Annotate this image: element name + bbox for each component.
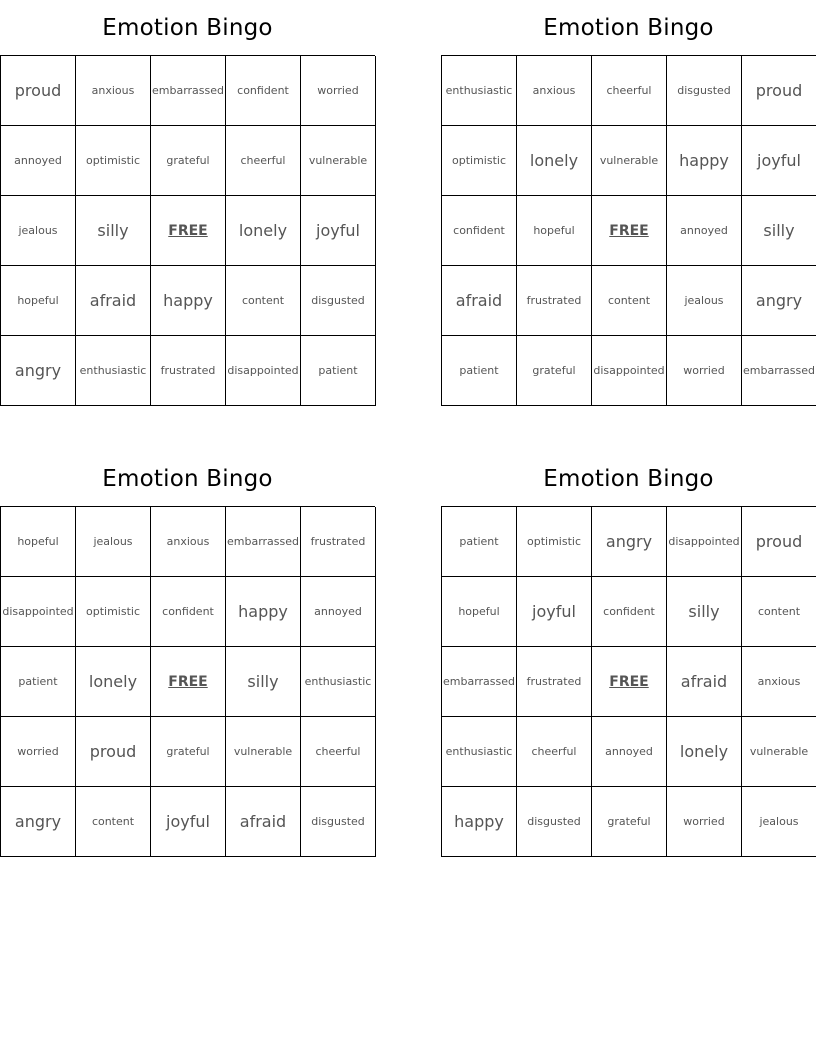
bingo-grid: [0, 506, 375, 857]
bingo-cell: frustrated: [517, 266, 592, 336]
bingo-cell: silly: [742, 196, 816, 266]
bingo-cell: anxious: [742, 647, 816, 717]
bingo-cell: frustrated: [517, 647, 592, 717]
card-title: Emotion Bingo: [102, 15, 273, 41]
bingo-cell: worried: [1, 717, 76, 787]
bingo-cell: patient: [442, 336, 517, 406]
bingo-cell: silly: [76, 196, 151, 266]
bingo-cell: hopeful: [1, 507, 76, 577]
bingo-cell: content: [226, 266, 301, 336]
bingo-cell: afraid: [76, 266, 151, 336]
bingo-cell: patient: [301, 336, 376, 406]
bingo-cell: angry: [742, 266, 816, 336]
bingo-grid: [0, 55, 375, 406]
bingo-cell: angry: [1, 787, 76, 857]
bingo-cell: jealous: [667, 266, 742, 336]
bingo-cell: confident: [151, 577, 226, 647]
bingo-cell: vulnerable: [301, 126, 376, 196]
bingo-cell: vulnerable: [742, 717, 816, 787]
bingo-cell: angry: [592, 507, 667, 577]
free-space: FREE: [592, 647, 667, 717]
card-title: Emotion Bingo: [543, 466, 714, 492]
bingo-cell: hopeful: [517, 196, 592, 266]
bingo-cell: proud: [76, 717, 151, 787]
free-space: FREE: [592, 196, 667, 266]
bingo-cell: annoyed: [592, 717, 667, 787]
bingo-cell: embarrassed: [442, 647, 517, 717]
bingo-cell: embarrassed: [742, 336, 816, 406]
bingo-cell: enthusiastic: [442, 56, 517, 126]
bingo-cell: jealous: [76, 507, 151, 577]
bingo-cell: worried: [667, 787, 742, 857]
bingo-cell: silly: [226, 647, 301, 717]
bingo-cell: grateful: [151, 717, 226, 787]
bingo-cell: disappointed: [592, 336, 667, 406]
bingo-card-3: [0, 451, 375, 831]
bingo-cell: patient: [1, 647, 76, 717]
bingo-cell: worried: [667, 336, 742, 406]
card-title: Emotion Bingo: [102, 466, 273, 492]
bingo-cell: disgusted: [301, 266, 376, 336]
bingo-cell: cheerful: [226, 126, 301, 196]
bingo-cell: joyful: [517, 577, 592, 647]
bingo-cell: anxious: [151, 507, 226, 577]
bingo-cell: lonely: [667, 717, 742, 787]
bingo-cell: embarrassed: [226, 507, 301, 577]
bingo-cell: grateful: [517, 336, 592, 406]
bingo-cell: enthusiastic: [301, 647, 376, 717]
bingo-cell: joyful: [151, 787, 226, 857]
bingo-cell: content: [76, 787, 151, 857]
bingo-card-1: [0, 0, 375, 380]
bingo-cell: content: [742, 577, 816, 647]
bingo-cell: frustrated: [301, 507, 376, 577]
bingo-cell: jealous: [742, 787, 816, 857]
bingo-cell: afraid: [442, 266, 517, 336]
free-space: FREE: [151, 196, 226, 266]
bingo-cell: content: [592, 266, 667, 336]
bingo-cell: lonely: [76, 647, 151, 717]
bingo-cell: optimistic: [76, 577, 151, 647]
bingo-cell: silly: [667, 577, 742, 647]
bingo-cell: confident: [226, 56, 301, 126]
bingo-cell: optimistic: [517, 507, 592, 577]
bingo-cell: enthusiastic: [442, 717, 517, 787]
bingo-cell: disappointed: [667, 507, 742, 577]
bingo-cell: happy: [667, 126, 742, 196]
bingo-cell: proud: [742, 56, 816, 126]
bingo-cell: worried: [301, 56, 376, 126]
bingo-cell: anxious: [76, 56, 151, 126]
bingo-cell: lonely: [517, 126, 592, 196]
bingo-cell: angry: [1, 336, 76, 406]
bingo-cell: joyful: [742, 126, 816, 196]
bingo-grid: [441, 55, 816, 406]
bingo-card-4: [441, 451, 816, 831]
card-title: Emotion Bingo: [543, 15, 714, 41]
bingo-cell: cheerful: [592, 56, 667, 126]
bingo-cell: proud: [1, 56, 76, 126]
bingo-cell: cheerful: [517, 717, 592, 787]
bingo-cell: disappointed: [1, 577, 76, 647]
bingo-cell: embarrassed: [151, 56, 226, 126]
bingo-cell: joyful: [301, 196, 376, 266]
bingo-cell: hopeful: [442, 577, 517, 647]
bingo-cell: confident: [592, 577, 667, 647]
bingo-cell: proud: [742, 507, 816, 577]
bingo-cell: annoyed: [1, 126, 76, 196]
bingo-card-2: [441, 0, 816, 377]
bingo-cell: jealous: [1, 196, 76, 266]
bingo-cell: optimistic: [76, 126, 151, 196]
bingo-cell: disgusted: [517, 787, 592, 857]
bingo-cell: cheerful: [301, 717, 376, 787]
free-space: FREE: [151, 647, 226, 717]
bingo-cell: lonely: [226, 196, 301, 266]
bingo-cell: happy: [151, 266, 226, 336]
bingo-cell: confident: [442, 196, 517, 266]
bingo-cell: annoyed: [301, 577, 376, 647]
bingo-cell: afraid: [667, 647, 742, 717]
bingo-cell: frustrated: [151, 336, 226, 406]
bingo-cell: vulnerable: [226, 717, 301, 787]
bingo-cell: disgusted: [301, 787, 376, 857]
bingo-cell: anxious: [517, 56, 592, 126]
bingo-cell: enthusiastic: [76, 336, 151, 406]
bingo-cell: happy: [442, 787, 517, 857]
bingo-cell: optimistic: [442, 126, 517, 196]
bingo-cell: grateful: [592, 787, 667, 857]
bingo-cell: grateful: [151, 126, 226, 196]
bingo-cell: vulnerable: [592, 126, 667, 196]
bingo-grid: [441, 506, 816, 857]
bingo-cell: disgusted: [667, 56, 742, 126]
bingo-cell: disappointed: [226, 336, 301, 406]
bingo-cell: annoyed: [667, 196, 742, 266]
bingo-cell: patient: [442, 507, 517, 577]
bingo-cell: happy: [226, 577, 301, 647]
bingo-cell: afraid: [226, 787, 301, 857]
bingo-cell: hopeful: [1, 266, 76, 336]
